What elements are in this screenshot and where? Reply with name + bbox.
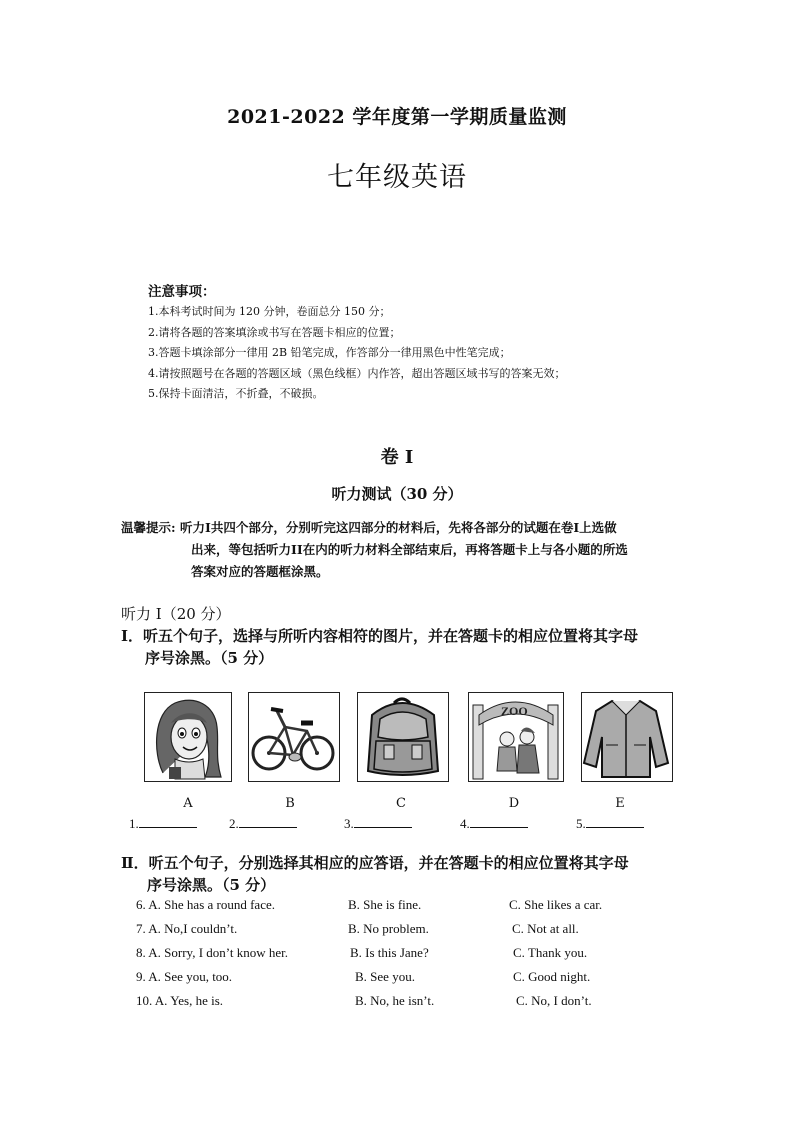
listening-heading: 听力测试（30 分） [331, 485, 463, 503]
zoo-gate-icon [469, 693, 562, 780]
picture-c [357, 692, 449, 782]
exam-subtitle: 七年级英语 [327, 162, 467, 193]
blank-number: 2. [229, 816, 239, 831]
tip-label: 温馨提示: [121, 520, 176, 535]
option-c[interactable]: C. Good night. [513, 969, 591, 984]
blank-number: 1. [129, 816, 139, 831]
answer-blank-3[interactable] [344, 815, 412, 832]
answer-blank-5[interactable] [576, 815, 644, 832]
tip-line: 出来，等包括听力II在内的听力材料全部结束后，再将答题卡上与各小题的所选 [191, 542, 628, 557]
notice-item: 1.本科考试时间为 120 分钟，卷面总分 150 分； [148, 305, 391, 318]
part1-label: 听力 I（20 分） [121, 605, 231, 623]
blank-number: 5. [576, 816, 586, 831]
tip-line: 答案对应的答题框涂黑。 [191, 564, 329, 579]
option-c[interactable]: C. Not at all. [512, 921, 579, 936]
svg-text:ZOO: ZOO [501, 704, 528, 718]
option-b[interactable]: B. See you. [355, 969, 415, 984]
exam-title: 2021-2022 学年度第一学期质量监测 [227, 106, 567, 128]
girl-face-icon [145, 693, 230, 780]
answer-blank-4[interactable] [460, 815, 528, 832]
picture-d [468, 692, 564, 782]
blank-number: 3. [344, 816, 354, 831]
picture-b [248, 692, 340, 782]
listening-tip [121, 517, 681, 583]
option-a[interactable]: 8. A. Sorry, I don’t know her. [136, 945, 289, 960]
picture-letter-c: C [396, 796, 406, 811]
picture-letter-d: D [508, 796, 520, 811]
backpack-icon [358, 693, 447, 780]
answer-blank-2[interactable] [229, 815, 297, 832]
option-b[interactable]: B. No problem. [348, 921, 429, 936]
notice-item: 4.请按照题号在各题的答题区域（黑色线框）内作答，超出答题区域书写的答案无效； [148, 366, 566, 380]
option-a[interactable]: 9. A. See you, too. [136, 969, 233, 984]
volume-heading: 卷 I [380, 447, 414, 468]
answer-blank-1[interactable] [129, 815, 197, 832]
option-c[interactable]: C. Thank you. [513, 945, 588, 960]
instruction-line: 序号涂黑。（5 分） [145, 649, 274, 667]
picture-letter-b: B [285, 796, 295, 811]
picture-a [144, 692, 232, 782]
bicycle-icon [249, 693, 338, 780]
notice-item: 3.答题卡填涂部分一律用 2B 铅笔完成，作答部分一律用黑色中性笔完成； [148, 346, 511, 360]
blank-number: 4. [460, 816, 470, 831]
notice-heading: 注意事项： [148, 284, 216, 300]
tip-line: 听力I共四个部分，分别听完这四部分的材料后，先将各部分的试题在卷I上选做 [179, 520, 617, 535]
picture-e [581, 692, 673, 782]
instruction-line: I．听五个句子，选择与所听内容相符的图片，并在答题卡的相应位置将其字母 [121, 627, 639, 645]
option-b[interactable]: B. She is fine. [348, 897, 422, 912]
notice-item: 2.请将各题的答案填涂或书写在答题卡相应的位置； [148, 325, 401, 339]
picture-letter-a: A [183, 796, 193, 811]
jacket-icon [582, 693, 671, 780]
question-2-instructions [121, 852, 701, 896]
option-a[interactable]: 10. A. Yes, he is. [136, 993, 224, 1008]
option-c[interactable]: C. She likes a car. [509, 897, 603, 912]
option-a[interactable]: 6. A. She has a round face. [136, 897, 275, 912]
picture-letter-e: E [615, 796, 625, 811]
option-a[interactable]: 7. A. No,I couldn’t. [136, 921, 238, 936]
option-b[interactable]: B. Is this Jane? [350, 945, 429, 960]
notice-list [148, 302, 566, 405]
instruction-line: Ⅱ．听五个句子，分别选择其相应的应答语，并在答题卡的相应位置将其字母 [121, 854, 629, 872]
question-1-instructions [121, 625, 681, 669]
instruction-line: 序号涂黑。（5 分） [147, 876, 276, 894]
option-b[interactable]: B. No, he isn’t. [355, 993, 435, 1008]
notice-item: 5.保持卡面清洁，不折叠，不破损。 [148, 387, 324, 401]
option-c[interactable]: C. No, I don’t. [516, 993, 592, 1008]
